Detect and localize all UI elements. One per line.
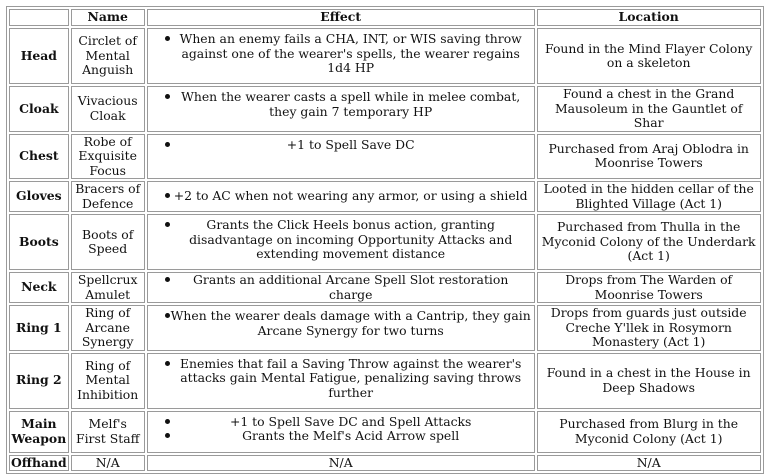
- effect-cell: [147, 134, 535, 180]
- effect-item: Enemies that fail a Saving Throw against the wearer's attacks gain Mental Fatigue, penalizing saving throws further: [150, 357, 532, 401]
- name-cell: Robe of Exquisite Focus: [71, 134, 145, 180]
- name-cell: Ring of Arcane Synergy: [71, 305, 145, 351]
- slot-cell: Neck: [9, 272, 69, 303]
- effect-cell: [147, 272, 535, 303]
- table-row: [9, 353, 761, 409]
- table-row: [9, 455, 761, 472]
- effect-item: Grants an additional Arcane Spell Slot restoration charge: [150, 273, 532, 302]
- name-cell: Vivacious Cloak: [71, 86, 145, 132]
- slot-cell: Offhand: [11, 454, 67, 470]
- name-cell: Melf's First Staff: [71, 411, 145, 453]
- effect-cell: [147, 181, 535, 212]
- header-name: Name: [71, 9, 145, 26]
- effect-cell: [147, 411, 535, 453]
- slot-cell: Gloves: [9, 181, 69, 212]
- table-row: [9, 86, 761, 132]
- slot-cell: Ring 1: [9, 305, 69, 351]
- slot-cell: Head: [9, 28, 69, 84]
- location-cell: Found a chest in the Grand Mausoleum in the Gauntlet of Shar: [537, 86, 761, 132]
- effect-item: When an enemy fails a CHA, INT, or WIS saving throw against one of the wearer's spells, the wearer regains 1d4 HP: [150, 32, 532, 76]
- name-cell: N/A: [71, 455, 145, 472]
- slot-cell: Boots: [9, 214, 69, 270]
- table-row: [9, 181, 761, 212]
- slot-cell: Main Weapon: [9, 411, 69, 453]
- name-cell: Bracers of Defence: [71, 181, 145, 212]
- name-cell: Boots of Speed: [71, 214, 145, 270]
- table-row: [9, 411, 761, 453]
- effect-item: +1 to Spell Save DC: [150, 138, 532, 153]
- slot-cell: Ring 2: [9, 353, 69, 409]
- header-slot: [9, 9, 69, 26]
- gear-table: [6, 6, 764, 474]
- table-row: [9, 28, 761, 84]
- location-cell: Purchased from Araj Oblodra in Moonrise Towers: [537, 134, 761, 180]
- effect-item: When the wearer deals damage with a Cantrip, they gain Arcane Synergy for two turns: [150, 309, 532, 338]
- table-row: [9, 214, 761, 270]
- location-cell: N/A: [537, 455, 761, 472]
- effect-item: +2 to AC when not wearing any armor, or using a shield: [150, 189, 532, 204]
- effect-item: Grants the Click Heels bonus action, granting disadvantage on incoming Opportunity Attacks and extending movement distance: [150, 218, 532, 262]
- effect-item: Grants the Melf's Acid Arrow spell: [150, 429, 532, 444]
- name-cell: Ring of Mental Inhibition: [71, 353, 145, 409]
- effect-cell: N/A: [147, 455, 535, 472]
- effect-cell: [147, 214, 535, 270]
- name-cell: Spellcrux Amulet: [71, 272, 145, 303]
- table-row: [9, 305, 761, 351]
- header-location: Location: [537, 9, 761, 26]
- location-cell: Purchased from Thulla in the Myconid Colony of the Underdark (Act 1): [537, 214, 761, 270]
- slot-cell: Chest: [9, 134, 69, 180]
- effect-cell: [147, 353, 535, 409]
- effect-cell: [147, 28, 535, 84]
- location-cell: Purchased from Blurg in the Myconid Colony (Act 1): [537, 411, 761, 453]
- effect-cell: [147, 305, 535, 351]
- location-cell: Found in a chest in the House in Deep Shadows: [537, 353, 761, 409]
- location-cell: Drops from guards just outside Creche Y'llek in Rosymorn Monastery (Act 1): [537, 305, 761, 351]
- location-cell: Looted in the hidden cellar of the Blighted Village (Act 1): [537, 181, 761, 212]
- effect-item: When the wearer casts a spell while in melee combat, they gain 7 temporary HP: [150, 90, 532, 119]
- gear-table-container: [6, 6, 764, 474]
- header-effect: Effect: [147, 9, 535, 26]
- location-cell: Found in the Mind Flayer Colony on a skeleton: [537, 28, 761, 84]
- slot-cell: Cloak: [9, 86, 69, 132]
- effect-cell: [147, 86, 535, 132]
- table-row: [9, 272, 761, 303]
- header-row: [9, 9, 761, 26]
- location-cell: Drops from The Warden of Moonrise Towers: [537, 272, 761, 303]
- effect-item: +1 to Spell Save DC and Spell Attacks: [150, 415, 532, 430]
- name-cell: Circlet of Mental Anguish: [71, 28, 145, 84]
- table-row: [9, 134, 761, 180]
